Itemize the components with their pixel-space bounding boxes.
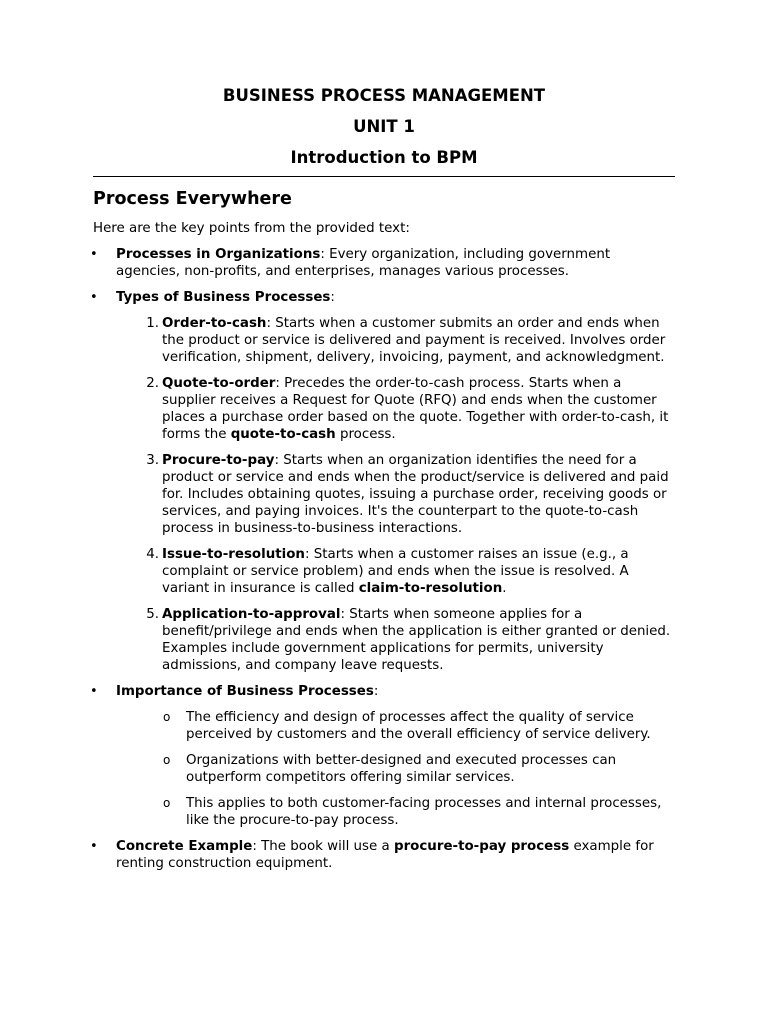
bullet-label: Concrete Example	[116, 839, 253, 854]
list-item	[93, 246, 675, 280]
list-item	[116, 452, 675, 537]
bullet-text: : The book will use a	[252, 839, 394, 854]
key-points-list	[93, 246, 675, 872]
item-label: Procure-to-pay	[162, 453, 275, 468]
bullet-label: Processes in Organizations	[116, 247, 321, 262]
intro-text: Here are the key points from the provided text:	[93, 221, 410, 236]
bullet-label: Importance of Business Processes	[116, 684, 374, 699]
list-item	[93, 289, 675, 674]
bullet-text-tail: example for renting construction equipment.	[116, 839, 654, 871]
item-text: : Starts when an organization identifies the need for a product or service and ends when the product/service is delivered and paid for. Includes obtaining quotes, issuing a purchase order, receiving goods or services, and paying invoices. It's the counterpart to the quote-to-cash process in business-to-business interactions.	[162, 453, 669, 536]
list-item	[116, 315, 675, 366]
item-text-tail: process.	[335, 427, 396, 442]
document-title: BUSINESS PROCESS MANAGEMENT	[222, 86, 546, 105]
item-number: 5 .	[139, 606, 159, 623]
process-types-list	[116, 315, 675, 674]
list-item	[116, 375, 675, 443]
bullet-emphasis: procure-to-pay process	[393, 839, 570, 854]
document-page	[93, 86, 675, 881]
bullet-text: : Every organization, including government agencies, non-profits, and enterprises, manages various processes.	[116, 247, 611, 279]
item-emphasis: claim-to-resolution	[358, 581, 503, 596]
item-number: 3 .	[139, 452, 159, 469]
list-item: o The efficiency and design of processes affect the quality of service perceived by customers and the overall efficiency of service delivery.	[116, 709, 675, 743]
list-item	[116, 546, 675, 597]
item-text: : Starts when a customer submits an order and ends when the product or service is delivered and payment is received. Involves order verification, shipment, delivery, invoicing, payment, and acknowledgment.	[162, 316, 666, 365]
section-heading: Process Everywhere	[93, 189, 292, 209]
bullet-text: :	[373, 684, 379, 699]
bullet-text: :	[330, 290, 335, 305]
item-text: : Starts when a customer raises an issue (e.g., a complaint or service problem) and ends when the issue is resolved. A variant in insurance is called	[162, 547, 629, 596]
list-item	[116, 606, 675, 674]
unit-label: UNIT 1	[353, 117, 415, 136]
list-item: o This applies to both customer-facing processes and internal processes, like the procure-to-pay process.	[116, 795, 675, 829]
item-label: Issue-to-resolution	[162, 547, 305, 562]
item-text: : Precedes the order-to-cash process. Starts when a supplier receives a Request for Quote (RFQ) and ends when the customer places a purchase order based on the quote. Together with order-to-cash, it forms the	[162, 376, 669, 442]
title-divider	[93, 176, 675, 177]
list-item	[93, 838, 675, 872]
item-number: 1 .	[139, 315, 159, 332]
document-subtitle: Introduction to BPM	[290, 148, 478, 167]
item-emphasis: quote-to-cash	[230, 427, 336, 442]
item-number: 2 .	[139, 375, 159, 392]
list-item: o Organizations with better-designed and executed processes can outperform competitors offering similar services.	[116, 752, 675, 786]
importance-list	[116, 709, 675, 829]
bullet-label: Types of Business Processes	[116, 290, 331, 305]
list-item	[93, 683, 675, 829]
item-text: : Starts when someone applies for a benefit/privilege and ends when the application is either granted or denied. Examples include government applications for permits, university admissions, and company leave requests.	[162, 607, 671, 673]
item-label: Order-to-cash	[162, 316, 267, 331]
item-number: 4 .	[139, 546, 159, 563]
item-label: Application-to-approval	[162, 607, 341, 622]
item-text-tail: .	[502, 581, 507, 596]
item-label: Quote-to-order	[162, 376, 276, 391]
